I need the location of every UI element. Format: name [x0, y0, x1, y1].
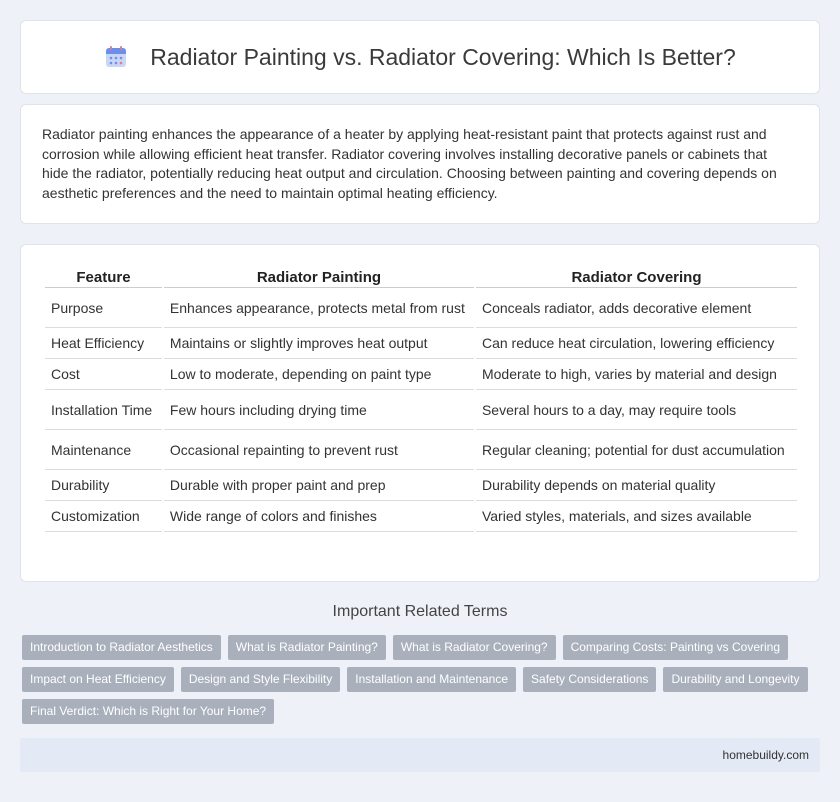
painting-cell: Low to moderate, depending on paint type: [164, 359, 474, 390]
related-term-tag[interactable]: Installation and Maintenance: [347, 667, 516, 692]
comparison-table: [43, 267, 799, 532]
page-title: Radiator Painting vs. Radiator Covering: Which Is Better?: [150, 43, 736, 70]
related-term-tag[interactable]: Final Verdict: Which is Right for Your Home?: [22, 699, 274, 724]
table-row: [45, 328, 797, 359]
related-terms-tags: [22, 635, 822, 731]
feature-cell: Customization: [45, 501, 162, 532]
table-row: [45, 359, 797, 390]
footer: [20, 738, 820, 772]
table-row: [45, 470, 797, 501]
painting-cell: Enhances appearance, protects metal from rust: [164, 288, 474, 328]
column-header-covering: Radiator Covering: [476, 267, 797, 288]
related-term-tag[interactable]: Introduction to Radiator Aesthetics: [22, 635, 221, 660]
feature-cell: Cost: [45, 359, 162, 390]
intro-card: [20, 104, 820, 224]
painting-cell: Durable with proper paint and prep: [164, 470, 474, 501]
calendar-icon: [104, 45, 128, 69]
header-card: [20, 20, 820, 94]
related-term-tag[interactable]: Impact on Heat Efficiency: [22, 667, 174, 692]
table-header-row: [45, 267, 797, 288]
related-terms-title: Important Related Terms: [332, 603, 508, 620]
footer-site-link[interactable]: homebuildy.com: [722, 748, 809, 762]
covering-cell: Varied styles, materials, and sizes available: [476, 501, 797, 532]
related-term-tag[interactable]: Safety Considerations: [523, 667, 656, 692]
related-term-tag[interactable]: Comparing Costs: Painting vs Covering: [563, 635, 788, 660]
feature-cell: Maintenance: [45, 430, 162, 470]
covering-cell: Can reduce heat circulation, lowering efficiency: [476, 328, 797, 359]
covering-cell: Conceals radiator, adds decorative element: [476, 288, 797, 328]
related-term-tag[interactable]: Design and Style Flexibility: [181, 667, 340, 692]
table-row: [45, 288, 797, 328]
related-term-tag[interactable]: What is Radiator Covering?: [393, 635, 556, 660]
related-term-tag[interactable]: Durability and Longevity: [663, 667, 807, 692]
covering-cell: Moderate to high, varies by material and design: [476, 359, 797, 390]
feature-cell: Purpose: [45, 288, 162, 328]
related-term-tag[interactable]: What is Radiator Painting?: [228, 635, 386, 660]
covering-cell: Regular cleaning; potential for dust accumulation: [476, 430, 797, 470]
feature-cell: Installation Time: [45, 390, 162, 430]
column-header-painting: Radiator Painting: [164, 267, 474, 288]
column-header-feature: Feature: [45, 267, 162, 288]
covering-cell: Several hours to a day, may require tools: [476, 390, 797, 430]
table-row: [45, 390, 797, 430]
comparison-card: [20, 244, 820, 582]
painting-cell: Maintains or slightly improves heat output: [164, 328, 474, 359]
table-row: [45, 501, 797, 532]
painting-cell: Occasional repainting to prevent rust: [164, 430, 474, 470]
intro-text: Radiator painting enhances the appearance of a heater by applying heat-resistant paint that protects against rust and corrosion while allowing efficient heat transfer. Radiator covering involves installing decorative panels or cabinets that hide the radiator, potentially reducing heat output and circulation. Choosing between painting and covering depends on aesthetic preferences and the need to maintain optimal heating efficiency.: [42, 126, 777, 201]
covering-cell: Durability depends on material quality: [476, 470, 797, 501]
table-row: [45, 430, 797, 470]
painting-cell: Wide range of colors and finishes: [164, 501, 474, 532]
feature-cell: Durability: [45, 470, 162, 501]
painting-cell: Few hours including drying time: [164, 390, 474, 430]
feature-cell: Heat Efficiency: [45, 328, 162, 359]
